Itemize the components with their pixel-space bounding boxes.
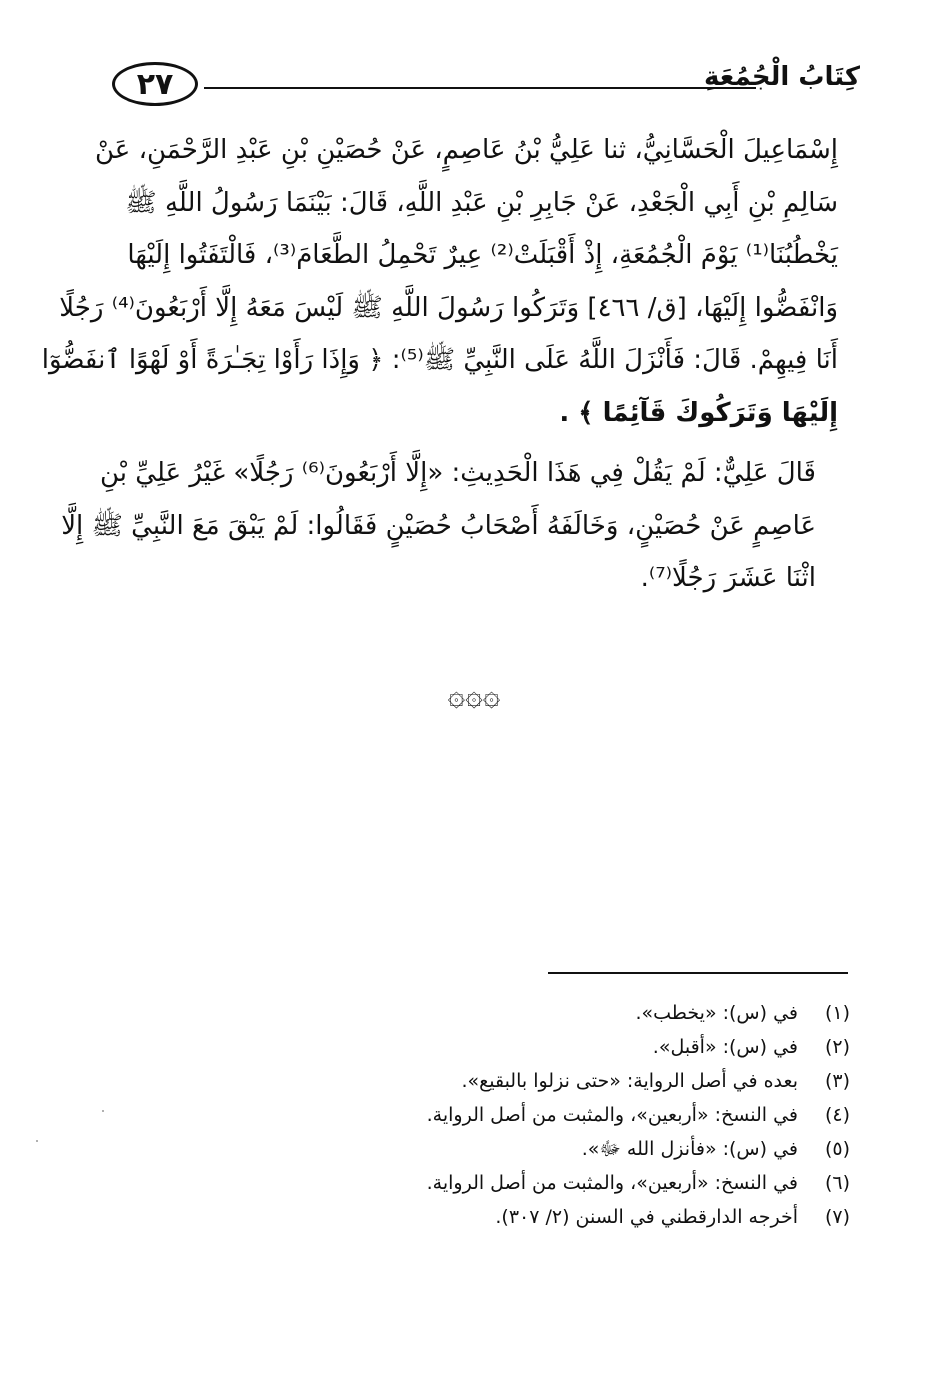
text-line: عَاصِمٍ عَنْ حُصَيْنٍ، وَخَالَفَهُ أَصْحَابُ حُصَيْنٍ فَقَالُوا: لَمْ يَبْقَ مَعَ النَّبِيِّ ﷺ إِلَّا [61, 510, 816, 541]
text-line: وَانْفَضُّوا إِلَيْهَا، [ق/ ٤٦٦] وَتَرَكُوا رَسُولَ اللَّهِ ﷺ لَيْسَ مَعَهُ إِلَّا أَرْبَعُونَ⁽⁴⁾ رَجُلًا [59, 292, 838, 323]
footnote-text: في (س): «يخطب». [635, 1002, 798, 1024]
book-title: كِتَابُ الْجُمُعَةِ [704, 62, 860, 92]
text-line: اثْنَا عَشَرَ رَجُلًا⁽⁷⁾. [640, 563, 816, 593]
paragraph-2 [61, 447, 838, 605]
footnote-text: في (س): «أقبل». [652, 1036, 798, 1058]
paragraph-1 [41, 124, 838, 439]
scan-speck [36, 1140, 38, 1142]
quran-verse-line: إِلَيْهَا وَتَرَكُوكَ قَآئِمًا ﴾ . [559, 397, 838, 428]
footnote [300, 1098, 850, 1132]
footnote [300, 996, 850, 1030]
footnote-number: (٣) [824, 1070, 850, 1092]
text-line: أَنَا فِيهِمْ. قَالَ: فَأَنْزَلَ اللَّهُ عَلَى النَّبِيِّ ﷺ⁽⁵⁾: ﴿ وَإِذَا رَأَوْا تِجَـٰرَةً أَوْ لَهْوًا ٱنفَضُّوٓا [41, 345, 838, 375]
footnote-text: في النسخ: «أربعين»، والمثبت من أصل الرواية. [426, 1104, 798, 1126]
footnote-text: في (س): «فأنزل الله ﷻ». [581, 1138, 798, 1160]
footnote [300, 1064, 850, 1098]
header-rule [204, 87, 756, 89]
main-text [41, 124, 838, 605]
footnote-text: أخرجه الدارقطني في السنن (٢/ ٣٠٧). [495, 1206, 798, 1228]
text-line: قَالَ عَلِيٌّ: لَمْ يَقُلْ فِي هَذَا الْحَدِيثِ: «إِلَّا أَرْبَعُونَ⁽⁶⁾ رَجُلًا» غَيْرُ عَلِيِّ بْنِ [100, 458, 816, 488]
footnote-number: (٦) [824, 1172, 850, 1194]
footnote-number: (٤) [824, 1104, 850, 1126]
text-line: يَخْطُبُنَا⁽¹⁾ يَوْمَ الْجُمُعَةِ، إِذْ أَقْبَلَتْ⁽²⁾ عِيرٌ تَحْمِلُ الطَّعَامَ⁽³⁾، فَالْتَفَتُوا إِلَيْهَا [127, 240, 838, 270]
text-line: إِسْمَاعِيلَ الْحَسَّانِيُّ، ثنا عَلِيُّ بْنُ عَاصِمٍ، عَنْ حُصَيْنِ بْنِ عَبْدِ الرَّحْمَنِ، عَنْ [95, 135, 838, 165]
footnotes [300, 996, 850, 1234]
footnote-number: (٢) [824, 1036, 850, 1058]
footnote-text: بعده في أصل الرواية: «حتى نزلوا بالبقيع». [461, 1070, 798, 1092]
footnote-number: (٧) [824, 1206, 850, 1228]
text-line: سَالِمِ بْنِ أَبِي الْجَعْدِ، عَنْ جَابِرِ بْنِ عَبْدِ اللَّهِ، قَالَ: بَيْنَمَا رَسُولُ اللَّهِ ﷺ [125, 187, 838, 218]
section-ornament: ۞۞۞ [447, 678, 501, 713]
footnote [300, 1166, 850, 1200]
footnote [300, 1030, 850, 1064]
page-number: ٢٧ [112, 62, 198, 106]
footnote-text: في النسخ: «أربعين»، والمثبت من أصل الرواية. [426, 1172, 798, 1194]
footnote-separator [548, 972, 848, 974]
page-header [112, 58, 860, 114]
footnote-number: (٥) [824, 1138, 850, 1160]
scan-speck [102, 1110, 104, 1112]
footnote [300, 1132, 850, 1166]
footnote-number: (١) [824, 1002, 850, 1024]
footnote [300, 1200, 850, 1234]
